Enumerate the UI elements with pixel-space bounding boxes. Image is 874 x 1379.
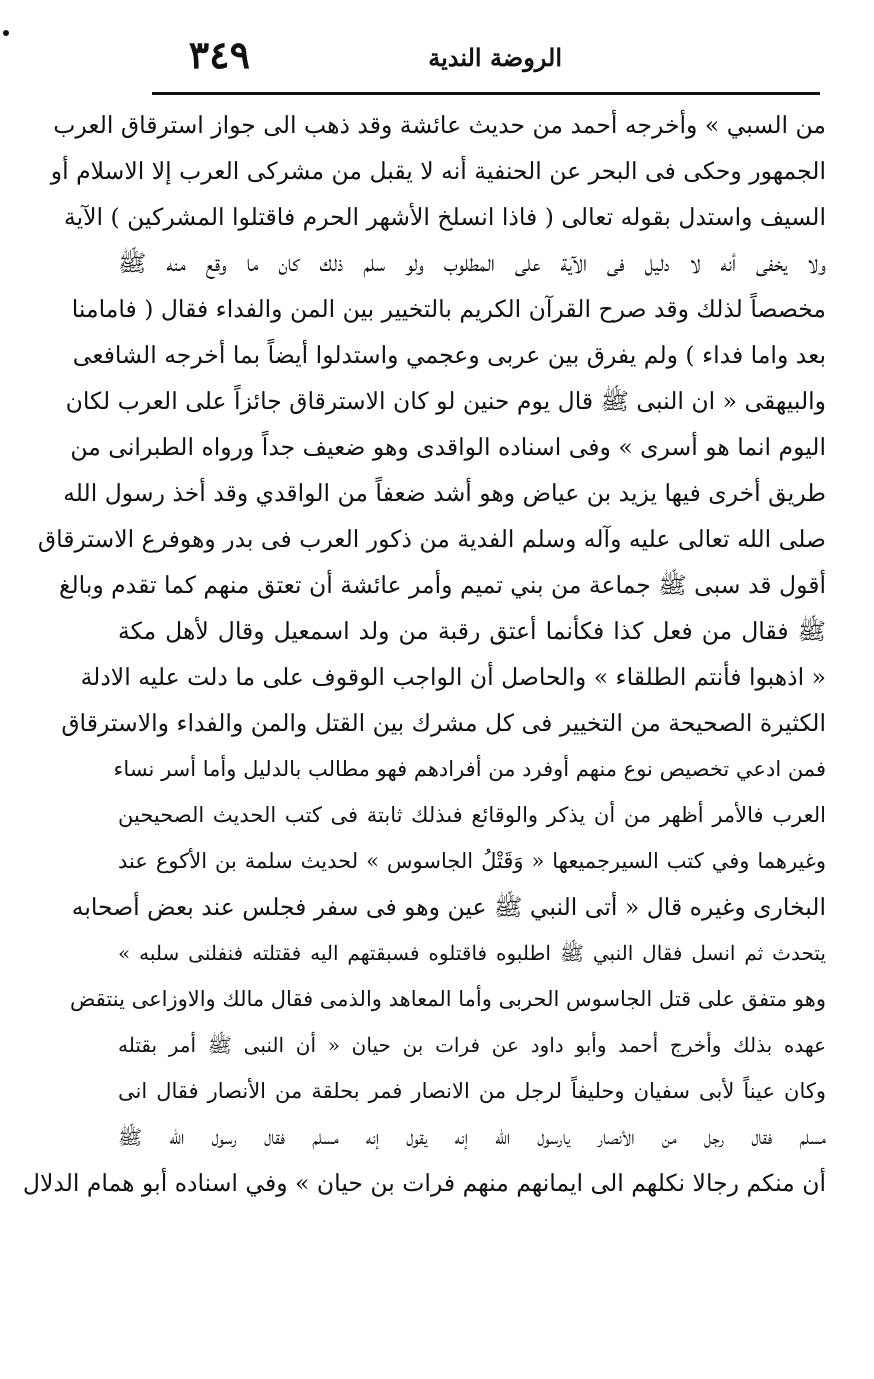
text-line: طريق أخرى فيها يزيد بن عياض وهو أشد ضعفاً من الواقدي وقد أخذ رسول الله xyxy=(63,479,826,507)
text-line: من السبي » وأخرجه أحمد من حديث عائشة وقد ذهب الى جواز استرقاق العرب xyxy=(53,111,826,139)
text-line: وكان عيناً لأبى سفيان وحليفاً لرجل من الانصار فمر بحلقة من الأنصار فقال انى xyxy=(118,1079,826,1103)
text-line: ﷺ فقال من فعل كذا فكأنما أعتق رقبة من ولد اسمعيل وقال لأهل مكة xyxy=(118,617,826,645)
text-line: مخصصاً لذلك وقد صرح القرآن الكريم بالتخيير بين المن والفداء فقال ( فامامنا xyxy=(71,295,826,323)
text-line: صلى الله تعالى عليه وآله وسلم الفدية من ذكور العرب فى بدر وهوفرع الاسترقاق xyxy=(37,525,826,553)
page-number: ٣٤٩ xyxy=(188,32,250,77)
main-text xyxy=(22,102,827,1206)
text-line: يتحدث ثم انسل فقال النبي ﷺ اطلبوه فاقتلوه فسبقتهم اليه فقتلته فنفلنى سلبه » xyxy=(118,941,826,965)
text-line: ولا يخفى أنه لا دليل فى الآية على المطلوب ولو سلم ذلك كان ما وقع منه ﷺ xyxy=(118,249,826,277)
scan-speck xyxy=(3,30,9,36)
text-line: عهده بذلك وأخرج أحمد وأبو داود عن فرات بن حيان « أن النبى ﷺ أمر بقتله xyxy=(118,1033,827,1057)
text-line: اليوم انما هو أسرى » وفى اسناده الواقدى وهو ضعيف جداً ورواه الطبرانى من xyxy=(70,433,826,461)
text-line: بعد واما فداء ) ولم يفرق بين عربى وعجمي واستدلوا أيضاً بما أخرجه الشافعى xyxy=(72,341,826,369)
text-line: السيف واستدل بقوله تعالى ( فاذا انسلخ الأشهر الحرم فاقتلوا المشركين ) الآية xyxy=(63,203,826,231)
text-line: وغيرهما وفي كتب السيرجميعها « وَقَتْلُ الجاسوس » لحديث سلمة بن الأكوع عند xyxy=(118,849,826,873)
text-line: العرب فالأمر أظهر من أن يذكر والوقائع فىذلك ثابتة فى كتب الحديث الصحيحين xyxy=(118,803,826,827)
text-line: مسلم فقال رجل من الأنصار يارسول الله إنه يقول إنه مسلم فقال رسول الله ﷺ xyxy=(118,1125,826,1149)
text-line: البخارى وغيره قال « أتى النبي ﷺ عين وهو فى سفر فجلس عند بعض أصحابه xyxy=(71,893,826,921)
text-line: الكثيرة الصحيحة من التخيير فى كل مشرك بين القتل والمن والفداء والاسترقاق xyxy=(61,709,826,737)
text-line: فمن ادعي تخصيص نوع منهم أوفرد من أفرادهم فهو مطالب بالدليل وأما أسر نساء xyxy=(113,757,826,781)
text-line: أقول قد سبى ﷺ جماعة من بني تميم وأمر عائشة أن تعتق منهم كما تقدم وبالغ xyxy=(59,571,826,599)
running-title: الروضة الندية xyxy=(428,43,562,72)
header-rule xyxy=(152,92,820,95)
text-line: أن منكم رجالا نكلهم الى ايمانهم منهم فرات بن حيان » وفي اسناده أبو همام الدلال xyxy=(22,1169,826,1197)
page-header xyxy=(150,28,820,88)
text-line: وهو متفق على قتل الجاسوس الحربى وأما المعاهد والذمى فقال مالك والاوزاعى ينتقض xyxy=(70,987,826,1011)
text-line: الجمهور وحكى فى البحر عن الحنفية أنه لا يقبل من مشركى العرب إلا الاسلام أو xyxy=(50,157,826,185)
text-line: والبيهقى « ان النبى ﷺ قال يوم حنين لو كان الاسترقاق جائزاً على العرب لكان xyxy=(65,387,826,415)
text-line: « اذهبوا فأنتم الطلقاء » والحاصل أن الواجب الوقوف على ما دلت عليه الادلة xyxy=(80,663,826,691)
